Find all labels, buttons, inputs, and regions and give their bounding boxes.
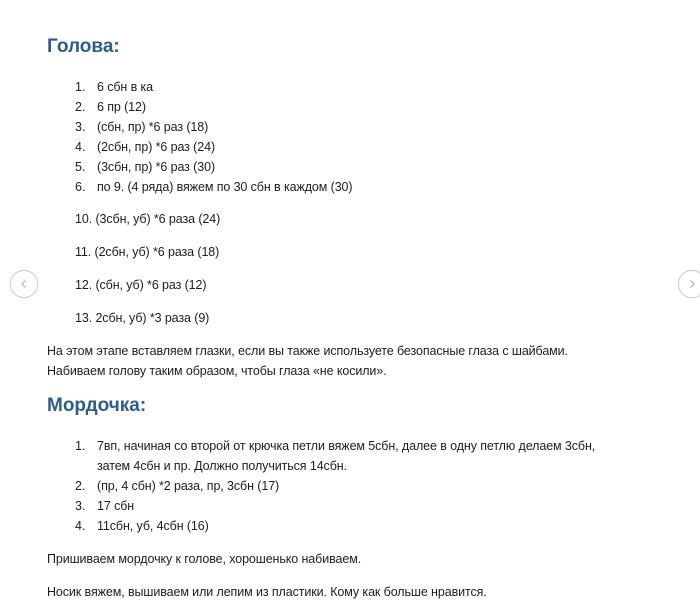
list-number: 6. [75,180,86,194]
paragraph-line: Пришиваем мордочку к голове, хорошенько набиваем. [47,552,362,566]
list-item: 12. (сбн, уб) *6 раз (12) [75,278,207,292]
list-number: 4. [75,519,86,533]
list-item-continuation: затем 4сбн и пр. Должно получиться 14сбн. [97,459,347,473]
list-item: 6 пр (12) [97,100,146,114]
list-item: 10. (3сбн, уб) *6 раза (24) [75,212,221,226]
paragraph-line: На этом этапе вставляем глазки, если вы также используете безопасные глаза с шайбами. [47,344,568,358]
list-number: 5. [75,160,86,174]
list-number: 3. [75,499,86,513]
paragraph-line: Набиваем голову таким образом, чтобы глаза «не косили». [47,364,387,378]
list-item: 13. 2сбн, уб) *3 раза (9) [75,311,210,325]
list-item: 11сбн, уб, 4сбн (16) [97,519,209,533]
list-number: 2. [75,100,86,114]
list-item: 7вп, начиная со второй от крючка петли вяжем 5сбн, далее в одну петлю делаем 3сбн, [97,439,596,453]
chevron-left-icon [19,279,29,289]
section-title-muzzle: Мордочка: [47,395,147,416]
list-item: 11. (2сбн, уб) *6 раза (18) [75,245,220,259]
list-item: по 9. (4 ряда) вяжем по 30 сбн в каждом (30) [97,180,353,194]
list-item: (пр, 4 сбн) *2 раза, пр, 3сбн (17) [97,479,280,493]
list-item: (2сбн, пр) *6 раз (24) [97,140,216,154]
list-number: 1. [75,439,86,453]
next-slide-button[interactable] [678,270,700,298]
list-number: 1. [75,80,86,94]
list-item: 6 сбн в ка [97,80,154,94]
list-number: 2. [75,479,86,493]
prev-slide-button[interactable] [10,270,38,298]
section-title-head: Голова: [47,36,120,57]
list-number: 4. [75,140,86,154]
list-item: (сбн, пр) *6 раз (18) [97,120,209,134]
chevron-right-icon [687,279,697,289]
list-item: 17 сбн [97,499,135,513]
paragraph-line: Носик вяжем, вышиваем или лепим из пластики. Кому как больше нравится. [47,585,487,599]
list-item: (3сбн, пр) *6 раз (30) [97,160,216,174]
list-number: 3. [75,120,86,134]
